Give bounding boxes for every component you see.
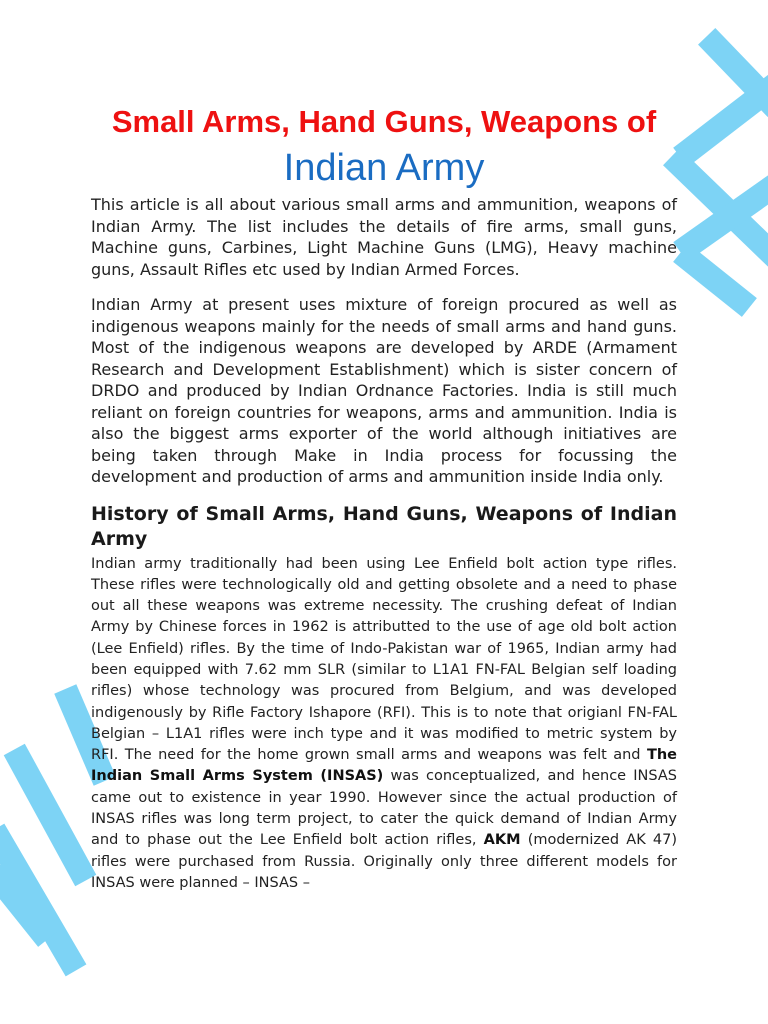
document-page	[91, 100, 677, 894]
history-text-2: was conceptualized, and hence INSAS came out to existence in year 1990. However since the actual production of INSAS rifles was long term project, to cater the quick demand of Indian Army and to phase out the Lee Enfield bolt action rifles,	[91, 768, 677, 849]
intro-paragraph-1: This article is all about various small arms and ammunition, weapons of Indian Army. The list includes the details of fire arms, small guns, Machine guns, Carbines, Light Machine Guns (LMG), Heavy machine guns, Assault Rifles etc used by Indian Armed Forces.	[91, 195, 677, 279]
intro-paragraph-2: Indian Army at present uses mixture of foreign procured as well as indigenous weapons mainly for the needs of small arms and hand guns. Most of the indigenous weapons are developed by ARDE (Armament Research and Development Establishment) which is sister concern of DRDO and produced by Indian Ordnance Factories. India is still much reliant on foreign countries for weapons, arms and ammunition. India is also the biggest arms exporter of the world although initiatives are being taken through Make in India process for focussing the development and production of arms and ammunition inside India only.	[91, 295, 677, 486]
history-bold-akm: AKM	[483, 832, 521, 849]
history-text-1: Indian army traditionally had been using Lee Enfield bolt action type rifles. These rifles were technologically old and getting obsolete and a need to phase out all these weapons was extreme necessity. The crushing defeat of Indian Army by Chinese forces in 1962 is attributted to the use of age old bolt action (Lee Enfield) rifles. By the time of Indo-Pakistan war of 1965, Indian army had been equipped with 7.62 mm SLR (similar to L1A1 FN-FAL Belgian self loading rifles) whose technology was procured from Belgium, and was developed indigenously by Rifle Factory Ishapore (RFI). This is to note that origianl FN-FAL Belgian – L1A1 rifles were inch type and it was modified to metric system by RFI. The need for the home grown small arms and weapons was felt and	[91, 555, 677, 764]
history-text-3: (modernized AK 47) rifles were purchased from Russia. Originally only three different models for INSAS were planned – INSAS –	[91, 832, 677, 891]
history-heading: History of Small Arms, Hand Guns, Weapons of Indian Army	[91, 502, 677, 550]
document-title-continued: Indian Army	[283, 147, 485, 189]
history-bold-insas: The Indian Small Arms System (INSAS)	[91, 747, 677, 785]
history-paragraph	[91, 554, 677, 895]
document-title: Small Arms, Hand Guns, Weapons of	[111, 104, 657, 139]
